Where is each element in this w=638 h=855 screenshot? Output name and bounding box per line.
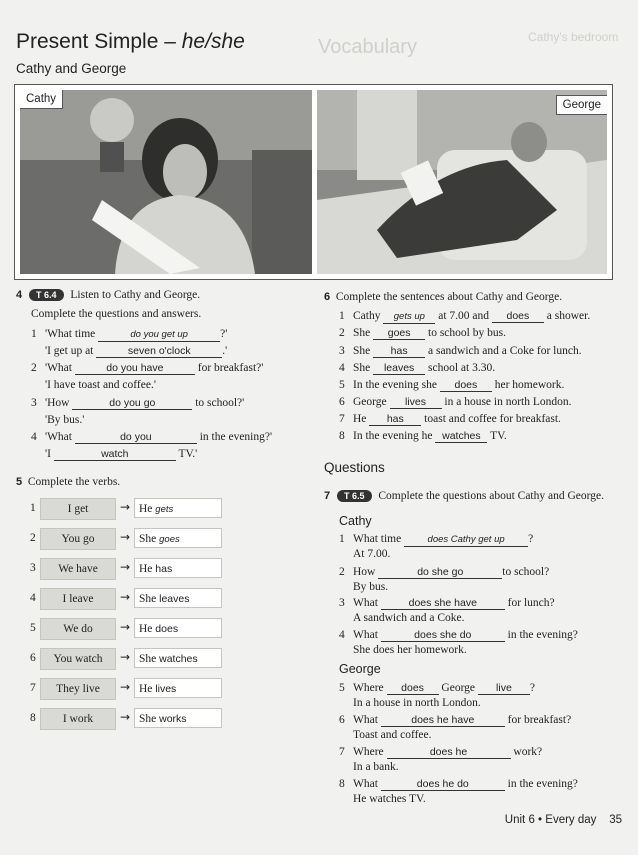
cathy-heading: Cathy [339,514,372,528]
pronoun: She [139,533,157,545]
answer-field[interactable]: lives [390,396,442,409]
answer-field[interactable]: does he do [381,778,505,791]
arrow-icon: → [120,560,131,574]
george-photo [317,90,607,274]
verb-row [40,618,224,640]
ex6-item: 4 She leaves school at 3.30. [339,362,496,374]
q-reply: At 7.00. [353,548,391,560]
answer-field[interactable]: watches [435,430,487,443]
ex4-item: 2 'What do you have for breakfast?' [31,362,264,374]
answer-field[interactable]: watch [54,448,176,461]
pronoun: She [139,593,157,605]
ex4-item: 3 'How do you go to school?' [31,397,245,409]
q-reply: A sandwich and a Coke. [353,612,465,624]
ex4-item: 'By bus.' [45,414,85,426]
base-verb: I get [40,498,116,520]
verb-answer-box[interactable] [134,528,222,548]
verb-answer-box[interactable] [134,498,222,518]
q-item: 8 What does he do in the evening? [339,778,578,790]
answer-field[interactable]: does he have [381,714,505,727]
ex4-item: 'I have toast and coffee.' [45,379,156,391]
verb-row [40,648,224,670]
arrow-icon: → [120,620,131,634]
cathy-label: Cathy [20,90,63,109]
verb-answer-box[interactable] [134,708,222,728]
page-subtitle: Cathy and George [16,61,127,76]
ex7-header: 7 T 6.5 Complete the questions about Cathy and George. [324,490,604,502]
arrow-icon: → [120,710,131,724]
base-verb: We have [40,558,116,580]
answer-field[interactable]: gets up [383,311,435,324]
page-footer: Unit 6 • Every day 35 [504,814,622,826]
pronoun: She [139,713,157,725]
q-item: 7 Where does he work? [339,746,543,758]
answer-field[interactable]: do she go [378,566,502,579]
verb-row-number: 1 [30,502,36,514]
cathy-photo [20,90,312,274]
page-number: 35 [609,814,622,826]
verb-row [40,528,224,550]
handwritten-answer: has [155,563,173,575]
base-verb: You go [40,528,116,550]
ex6-item: 1 Cathy gets up at 7.00 and does a shower. [339,310,591,322]
answer-field[interactable]: does she have [381,597,505,610]
verb-row-number: 5 [30,622,36,634]
ex6-item: 3 She has a sandwich and a Coke for lunch. [339,345,582,357]
verb-answer-box[interactable] [134,558,222,578]
ex4-subinstruction: Complete the questions and answers. [31,308,202,320]
verb-answer-box[interactable] [134,678,222,698]
ex6-item: 2 She goes to school by bus. [339,327,506,339]
page-title: Present Simple – he/she [16,30,245,53]
q-reply: By bus. [353,581,389,593]
answer-field[interactable]: does Cathy get up [404,534,528,547]
answer-field[interactable]: goes [373,327,425,340]
questions-heading: Questions [324,460,385,475]
ex6-item: 7 He has toast and coffee for breakfast. [339,413,561,425]
answer-field[interactable]: leaves [373,362,425,375]
q-item: 5 Where does George live ? [339,682,536,694]
q-reply: She does her homework. [353,644,467,656]
verb-row-number: 8 [30,712,36,724]
pronoun: He [139,683,153,695]
arrow-icon: → [120,650,131,664]
answer-field[interactable]: does he [387,746,511,759]
answer-field[interactable]: do you get up [98,329,220,342]
handwritten-answer: does [155,623,179,635]
base-verb: You watch [40,648,116,670]
verb-answer-box[interactable] [134,588,222,608]
pronoun: She [139,653,157,665]
verb-row [40,678,224,700]
q-reply: In a bank. [353,761,399,773]
verb-answer-box[interactable] [134,618,222,638]
handwritten-answer: lives [155,683,177,695]
arrow-icon: → [120,500,131,514]
ex4-item: 'I get up at seven o'clock .' [45,345,228,357]
ex7-audio-badge[interactable]: T 6.5 [337,490,372,502]
arrow-icon: → [120,530,131,544]
answer-field[interactable]: do you [75,431,197,444]
ex4-item: 4 'What do you in the evening?' [31,431,273,443]
ex4-item: 1 'What time do you get up ?' [31,328,228,340]
verb-row [40,558,224,580]
handwritten-answer: works [159,713,187,725]
q-item: 4 What does she do in the evening? [339,629,578,641]
answer-field[interactable]: do you have [75,362,195,375]
answer-field[interactable]: has [373,345,425,358]
verb-row [40,708,224,730]
verb-row-number: 3 [30,562,36,574]
verb-answer-box[interactable] [134,648,222,668]
handwritten-answer: goes [159,534,180,545]
answer-field[interactable]: has [369,413,421,426]
ex5-header: 5 Complete the verbs. [16,476,121,488]
base-verb: We do [40,618,116,640]
pronoun: He [139,503,153,515]
answer-field[interactable]: do you go [72,397,192,410]
ex6-item: 8 In the evening he watches TV. [339,430,507,442]
verb-row [40,588,224,610]
pronoun: He [139,623,153,635]
arrow-icon: → [120,680,131,694]
answer-field[interactable]: live [478,682,530,695]
verb-row-number: 4 [30,592,36,604]
verb-row-number: 7 [30,682,36,694]
base-verb: They live [40,678,116,700]
ex4-audio-badge[interactable]: T 6.4 [29,289,64,301]
q-item: 2 How do she go to school? [339,566,550,578]
handwritten-answer: gets [155,504,174,515]
q-reply: Toast and coffee. [353,729,432,741]
q-item: 1 What time does Cathy get up ? [339,533,534,545]
answer-field[interactable]: seven o'clock [96,345,222,358]
george-label: George [556,95,607,115]
verb-row-number: 2 [30,532,36,544]
photo-panel [14,84,613,280]
ex4-item: 'I watch TV.' [45,448,198,460]
ghost-vocabulary: Vocabulary [318,36,417,58]
q-reply: In a house in north London. [353,697,481,709]
base-verb: I leave [40,588,116,610]
pronoun: He [139,563,153,575]
handwritten-answer: leaves [159,593,190,605]
george-heading: George [339,662,381,676]
handwritten-answer: watches [159,653,198,665]
answer-field[interactable]: does she do [381,629,505,642]
ex6-item: 5 In the evening she does her homework. [339,379,565,391]
ghost-bedroom: Cathy's bedroom [528,30,619,44]
answer-field[interactable]: does [492,310,544,323]
arrow-icon: → [120,590,131,604]
verb-row-number: 6 [30,652,36,664]
ex4-header: 4 T 6.4 Listen to Cathy and George. [16,289,201,301]
ex6-header: 6 Complete the sentences about Cathy and George. [324,291,563,303]
q-reply: He watches TV. [353,793,426,805]
answer-field[interactable]: does [387,682,439,695]
answer-field[interactable]: does [440,379,492,392]
base-verb: I work [40,708,116,730]
verb-row [40,498,224,520]
q-item: 3 What does she have for lunch? [339,597,555,609]
q-item: 6 What does he have for breakfast? [339,714,572,726]
ex6-item: 6 George lives in a house in north London. [339,396,572,408]
